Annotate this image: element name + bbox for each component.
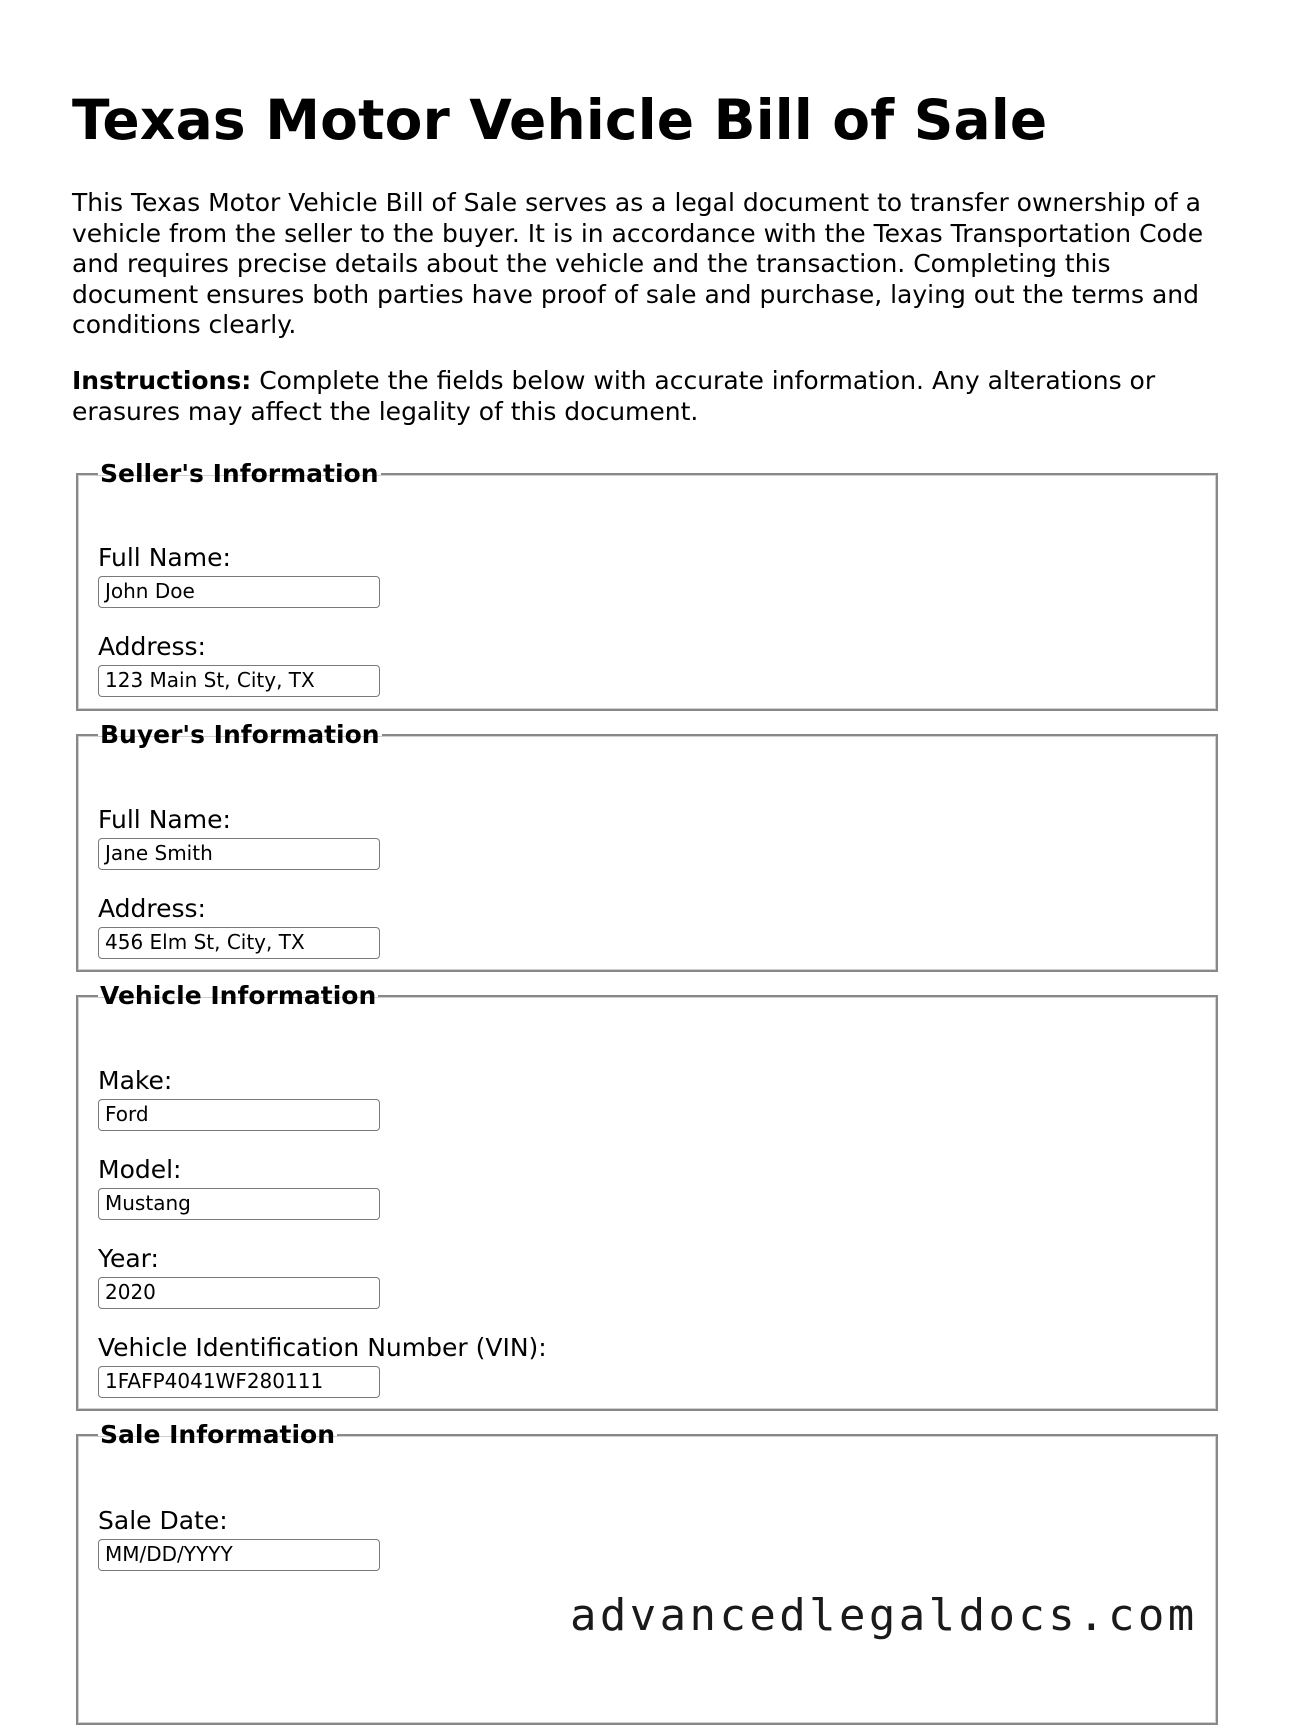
buyer-section	[76, 721, 1218, 972]
page-title: Texas Motor Vehicle Bill of Sale	[72, 88, 1048, 152]
seller-address-input[interactable]: 123 Main St, City, TX	[98, 665, 380, 697]
seller-section	[76, 460, 1218, 711]
buyer-name-field	[98, 805, 231, 865]
vehicle-vin-field	[98, 1333, 547, 1393]
seller-section-legend: Seller's Information	[100, 459, 379, 488]
vehicle-vin-label: Vehicle Identification Number (VIN):	[98, 1333, 547, 1362]
vehicle-year-field	[98, 1244, 159, 1304]
vehicle-make-field	[98, 1066, 173, 1126]
vehicle-make-label: Make:	[98, 1066, 173, 1095]
buyer-address-input[interactable]: 456 Elm St, City, TX	[98, 927, 380, 959]
seller-address-label: Address:	[98, 632, 206, 661]
vehicle-vin-input[interactable]: 1FAFP4041WF280111	[98, 1366, 380, 1398]
seller-address-field	[98, 632, 315, 692]
seller-name-field	[98, 543, 231, 603]
sale-date-input[interactable]: MM/DD/YYYY	[98, 1539, 380, 1571]
sale-date-label: Sale Date:	[98, 1506, 228, 1535]
watermark-text: advancedlegaldocs.com	[570, 1590, 1198, 1641]
vehicle-model-label: Model:	[98, 1155, 182, 1184]
seller-name-input[interactable]: John Doe	[98, 576, 380, 608]
intro-paragraph: This Texas Motor Vehicle Bill of Sale serves as a legal document to transfer ownership of a vehicle from the seller to the buyer. It is in accordance with the Texas Transportation Code and requires precise details about the vehicle and the transaction. Completing this document ensures both parties have proof of sale and purchase, laying out the terms and conditions clearly.	[72, 188, 1204, 339]
sale-date-field	[98, 1506, 233, 1566]
vehicle-make-input[interactable]: Ford	[98, 1099, 380, 1131]
vehicle-year-label: Year:	[98, 1244, 159, 1273]
sale-section-legend: Sale Information	[100, 1420, 335, 1449]
vehicle-section-legend: Vehicle Information	[100, 981, 377, 1010]
buyer-name-input[interactable]: Jane Smith	[98, 838, 380, 870]
seller-name-label: Full Name:	[98, 543, 231, 572]
buyer-address-label: Address:	[98, 894, 206, 923]
instructions-label: Instructions:	[72, 366, 252, 395]
vehicle-section	[76, 982, 1218, 1411]
buyer-section-legend: Buyer's Information	[100, 720, 380, 749]
instructions-paragraph	[72, 366, 1238, 427]
vehicle-model-input[interactable]: Mustang	[98, 1188, 380, 1220]
buyer-address-field	[98, 894, 305, 954]
vehicle-year-input[interactable]: 2020	[98, 1277, 380, 1309]
vehicle-model-field	[98, 1155, 191, 1215]
buyer-name-label: Full Name:	[98, 805, 231, 834]
sale-section	[76, 1421, 1218, 1725]
instructions-text: Complete the fields below with accurate information. Any alterations or erasures may affect the legality of this document.	[72, 366, 1156, 426]
